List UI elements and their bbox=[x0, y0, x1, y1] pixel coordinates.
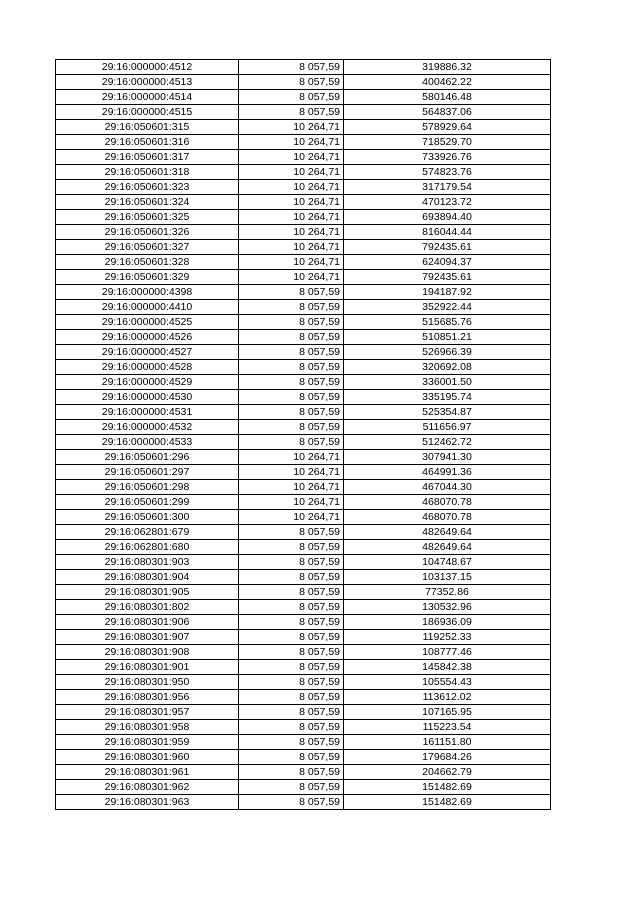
table-row bbox=[56, 795, 551, 810]
cadastral-number-cell: 29:16:050601:325 bbox=[56, 210, 239, 225]
cadastral-number-cell: 29:16:080301:961 bbox=[56, 765, 239, 780]
specific-value-cell: 8 057,59 bbox=[239, 645, 344, 660]
cadastral-value-cell: 526966.39 bbox=[344, 345, 551, 360]
table-row bbox=[56, 555, 551, 570]
cadastral-value-cell: 816044.44 bbox=[344, 225, 551, 240]
specific-value-cell: 8 057,59 bbox=[239, 735, 344, 750]
cadastral-value-cell: 578929.64 bbox=[344, 120, 551, 135]
table-row bbox=[56, 150, 551, 165]
cadastral-value-cell: 320692.08 bbox=[344, 360, 551, 375]
specific-value-cell: 8 057,59 bbox=[239, 765, 344, 780]
cadastral-number-cell: 29:16:062801:680 bbox=[56, 540, 239, 555]
specific-value-cell: 8 057,59 bbox=[239, 630, 344, 645]
specific-value-cell: 8 057,59 bbox=[239, 540, 344, 555]
cadastral-value-cell: 335195.74 bbox=[344, 390, 551, 405]
table-row bbox=[56, 600, 551, 615]
cadastral-value-cell: 77352.86 bbox=[344, 585, 551, 600]
cadastral-number-cell: 29:16:080301:904 bbox=[56, 570, 239, 585]
cadastral-number-cell: 29:16:000000:4533 bbox=[56, 435, 239, 450]
table-row bbox=[56, 105, 551, 120]
specific-value-cell: 10 264,71 bbox=[239, 120, 344, 135]
specific-value-cell: 8 057,59 bbox=[239, 405, 344, 420]
cadastral-value-cell: 119252.33 bbox=[344, 630, 551, 645]
table-row bbox=[56, 570, 551, 585]
cadastral-number-cell: 29:16:000000:4513 bbox=[56, 75, 239, 90]
cadastral-value-cell: 204662.79 bbox=[344, 765, 551, 780]
cadastral-value-cell: 186936.09 bbox=[344, 615, 551, 630]
table-row bbox=[56, 750, 551, 765]
table-row bbox=[56, 690, 551, 705]
cadastral-number-cell: 29:16:050601:297 bbox=[56, 465, 239, 480]
cadastral-value-cell: 151482.69 bbox=[344, 780, 551, 795]
specific-value-cell: 8 057,59 bbox=[239, 300, 344, 315]
table-row bbox=[56, 375, 551, 390]
table-row bbox=[56, 360, 551, 375]
table-row bbox=[56, 585, 551, 600]
cadastral-number-cell: 29:16:080301:906 bbox=[56, 615, 239, 630]
table-row bbox=[56, 525, 551, 540]
cadastral-value-cell: 352922.44 bbox=[344, 300, 551, 315]
table-row bbox=[56, 540, 551, 555]
cadastral-number-cell: 29:16:080301:962 bbox=[56, 780, 239, 795]
specific-value-cell: 8 057,59 bbox=[239, 690, 344, 705]
cadastral-number-cell: 29:16:080301:963 bbox=[56, 795, 239, 810]
cadastral-value-cell: 792435.61 bbox=[344, 240, 551, 255]
cadastral-value-cell: 792435.61 bbox=[344, 270, 551, 285]
specific-value-cell: 10 264,71 bbox=[239, 480, 344, 495]
specific-value-cell: 8 057,59 bbox=[239, 750, 344, 765]
table-body bbox=[56, 60, 551, 810]
table-row bbox=[56, 660, 551, 675]
table-row bbox=[56, 285, 551, 300]
table-row bbox=[56, 390, 551, 405]
specific-value-cell: 8 057,59 bbox=[239, 420, 344, 435]
cadastral-value-cell: 105554.43 bbox=[344, 675, 551, 690]
cadastral-number-cell: 29:16:080301:907 bbox=[56, 630, 239, 645]
table-row bbox=[56, 60, 551, 75]
cadastral-number-cell: 29:16:080301:901 bbox=[56, 660, 239, 675]
table-row bbox=[56, 330, 551, 345]
table-row bbox=[56, 180, 551, 195]
cadastral-value-cell: 145842.38 bbox=[344, 660, 551, 675]
table-row bbox=[56, 405, 551, 420]
specific-value-cell: 10 264,71 bbox=[239, 270, 344, 285]
table-row bbox=[56, 210, 551, 225]
cadastral-value-cell: 115223.54 bbox=[344, 720, 551, 735]
cadastral-value-cell: 336001.50 bbox=[344, 375, 551, 390]
specific-value-cell: 8 057,59 bbox=[239, 360, 344, 375]
specific-value-cell: 8 057,59 bbox=[239, 585, 344, 600]
specific-value-cell: 10 264,71 bbox=[239, 195, 344, 210]
table-row bbox=[56, 255, 551, 270]
cadastral-value-cell: 319886.32 bbox=[344, 60, 551, 75]
table-row bbox=[56, 420, 551, 435]
table-row bbox=[56, 75, 551, 90]
table-row bbox=[56, 90, 551, 105]
specific-value-cell: 10 264,71 bbox=[239, 450, 344, 465]
cadastral-number-cell: 29:16:080301:957 bbox=[56, 705, 239, 720]
cadastral-number-cell: 29:16:050601:323 bbox=[56, 180, 239, 195]
cadastral-value-cell: 194187.92 bbox=[344, 285, 551, 300]
cadastral-value-cell: 179684.26 bbox=[344, 750, 551, 765]
table-row bbox=[56, 315, 551, 330]
cadastral-value-cell: 512462.72 bbox=[344, 435, 551, 450]
cadastral-number-cell: 29:16:080301:802 bbox=[56, 600, 239, 615]
table-row bbox=[56, 240, 551, 255]
specific-value-cell: 8 057,59 bbox=[239, 60, 344, 75]
cadastral-value-cell: 510851.21 bbox=[344, 330, 551, 345]
cadastral-number-cell: 29:16:080301:908 bbox=[56, 645, 239, 660]
cadastral-value-cell: 511656.97 bbox=[344, 420, 551, 435]
cadastral-number-cell: 29:16:050601:315 bbox=[56, 120, 239, 135]
table-row bbox=[56, 720, 551, 735]
specific-value-cell: 8 057,59 bbox=[239, 435, 344, 450]
table-row bbox=[56, 345, 551, 360]
specific-value-cell: 8 057,59 bbox=[239, 315, 344, 330]
table-row bbox=[56, 735, 551, 750]
cadastral-number-cell: 29:16:000000:4515 bbox=[56, 105, 239, 120]
cadastral-value-cell: 564837.06 bbox=[344, 105, 551, 120]
specific-value-cell: 8 057,59 bbox=[239, 90, 344, 105]
cadastral-value-cell: 718529.70 bbox=[344, 135, 551, 150]
specific-value-cell: 8 057,59 bbox=[239, 285, 344, 300]
cadastral-value-cell: 515685.76 bbox=[344, 315, 551, 330]
cadastral-value-cell: 104748.67 bbox=[344, 555, 551, 570]
cadastral-value-cell: 733926.76 bbox=[344, 150, 551, 165]
cadastral-number-cell: 29:16:050601:300 bbox=[56, 510, 239, 525]
table-row bbox=[56, 630, 551, 645]
cadastral-value-cell: 161151.80 bbox=[344, 735, 551, 750]
specific-value-cell: 8 057,59 bbox=[239, 330, 344, 345]
specific-value-cell: 8 057,59 bbox=[239, 660, 344, 675]
cadastral-number-cell: 29:16:000000:4525 bbox=[56, 315, 239, 330]
cadastral-number-cell: 29:16:050601:328 bbox=[56, 255, 239, 270]
specific-value-cell: 8 057,59 bbox=[239, 570, 344, 585]
cadastral-number-cell: 29:16:062801:679 bbox=[56, 525, 239, 540]
cadastral-value-cell: 467044.30 bbox=[344, 480, 551, 495]
cadastral-value-cell: 482649.64 bbox=[344, 540, 551, 555]
table-row bbox=[56, 165, 551, 180]
cadastral-number-cell: 29:16:000000:4528 bbox=[56, 360, 239, 375]
specific-value-cell: 8 057,59 bbox=[239, 390, 344, 405]
cadastral-number-cell: 29:16:000000:4512 bbox=[56, 60, 239, 75]
cadastral-value-cell: 108777.46 bbox=[344, 645, 551, 660]
cadastral-value-cell: 693894.40 bbox=[344, 210, 551, 225]
specific-value-cell: 8 057,59 bbox=[239, 705, 344, 720]
specific-value-cell: 8 057,59 bbox=[239, 795, 344, 810]
cadastral-number-cell: 29:16:080301:956 bbox=[56, 690, 239, 705]
table-row bbox=[56, 615, 551, 630]
table-row bbox=[56, 705, 551, 720]
cadastral-value-cell: 470123.72 bbox=[344, 195, 551, 210]
cadastral-value-cell: 103137.15 bbox=[344, 570, 551, 585]
specific-value-cell: 8 057,59 bbox=[239, 105, 344, 120]
table-row bbox=[56, 780, 551, 795]
cadastral-number-cell: 29:16:000000:4526 bbox=[56, 330, 239, 345]
specific-value-cell: 10 264,71 bbox=[239, 165, 344, 180]
cadastral-number-cell: 29:16:050601:296 bbox=[56, 450, 239, 465]
table-row bbox=[56, 495, 551, 510]
specific-value-cell: 8 057,59 bbox=[239, 780, 344, 795]
specific-value-cell: 10 264,71 bbox=[239, 225, 344, 240]
cadastral-number-cell: 29:16:050601:317 bbox=[56, 150, 239, 165]
table-row bbox=[56, 480, 551, 495]
specific-value-cell: 10 264,71 bbox=[239, 465, 344, 480]
cadastral-value-cell: 525354.87 bbox=[344, 405, 551, 420]
cadastral-number-cell: 29:16:080301:905 bbox=[56, 585, 239, 600]
table-row bbox=[56, 300, 551, 315]
cadastral-number-cell: 29:16:050601:298 bbox=[56, 480, 239, 495]
cadastral-number-cell: 29:16:080301:903 bbox=[56, 555, 239, 570]
table-row bbox=[56, 450, 551, 465]
cadastral-number-cell: 29:16:000000:4527 bbox=[56, 345, 239, 360]
cadastral-number-cell: 29:16:050601:324 bbox=[56, 195, 239, 210]
specific-value-cell: 8 057,59 bbox=[239, 720, 344, 735]
specific-value-cell: 8 057,59 bbox=[239, 555, 344, 570]
cadastral-number-cell: 29:16:050601:326 bbox=[56, 225, 239, 240]
specific-value-cell: 8 057,59 bbox=[239, 525, 344, 540]
cadastral-number-cell: 29:16:080301:959 bbox=[56, 735, 239, 750]
cadastral-value-cell: 468070.78 bbox=[344, 510, 551, 525]
cadastral-value-cell: 574823.76 bbox=[344, 165, 551, 180]
specific-value-cell: 10 264,71 bbox=[239, 180, 344, 195]
specific-value-cell: 8 057,59 bbox=[239, 75, 344, 90]
cadastral-value-cell: 580146.48 bbox=[344, 90, 551, 105]
table-row bbox=[56, 120, 551, 135]
cadastral-number-cell: 29:16:050601:316 bbox=[56, 135, 239, 150]
table-row bbox=[56, 195, 551, 210]
cadastral-number-cell: 29:16:000000:4529 bbox=[56, 375, 239, 390]
specific-value-cell: 10 264,71 bbox=[239, 240, 344, 255]
cadastral-number-cell: 29:16:000000:4532 bbox=[56, 420, 239, 435]
cadastral-number-cell: 29:16:000000:4530 bbox=[56, 390, 239, 405]
specific-value-cell: 8 057,59 bbox=[239, 675, 344, 690]
table-row bbox=[56, 465, 551, 480]
cadastral-value-cell: 151482.69 bbox=[344, 795, 551, 810]
table-row bbox=[56, 270, 551, 285]
cadastral-value-cell: 130532.96 bbox=[344, 600, 551, 615]
table-row bbox=[56, 435, 551, 450]
specific-value-cell: 10 264,71 bbox=[239, 210, 344, 225]
cadastral-number-cell: 29:16:000000:4531 bbox=[56, 405, 239, 420]
specific-value-cell: 10 264,71 bbox=[239, 150, 344, 165]
cadastral-value-cell: 317179.54 bbox=[344, 180, 551, 195]
cadastral-number-cell: 29:16:080301:960 bbox=[56, 750, 239, 765]
cadastral-number-cell: 29:16:080301:958 bbox=[56, 720, 239, 735]
cadastral-value-table bbox=[55, 59, 551, 810]
cadastral-number-cell: 29:16:000000:4514 bbox=[56, 90, 239, 105]
cadastral-value-cell: 624094.37 bbox=[344, 255, 551, 270]
cadastral-value-cell: 400462.22 bbox=[344, 75, 551, 90]
specific-value-cell: 8 057,59 bbox=[239, 600, 344, 615]
table-row bbox=[56, 645, 551, 660]
specific-value-cell: 10 264,71 bbox=[239, 255, 344, 270]
cadastral-number-cell: 29:16:080301:950 bbox=[56, 675, 239, 690]
cadastral-number-cell: 29:16:000000:4410 bbox=[56, 300, 239, 315]
cadastral-number-cell: 29:16:050601:318 bbox=[56, 165, 239, 180]
cadastral-value-cell: 113612.02 bbox=[344, 690, 551, 705]
table-row bbox=[56, 675, 551, 690]
table-row bbox=[56, 225, 551, 240]
specific-value-cell: 10 264,71 bbox=[239, 495, 344, 510]
specific-value-cell: 10 264,71 bbox=[239, 135, 344, 150]
cadastral-value-cell: 307941.30 bbox=[344, 450, 551, 465]
cadastral-number-cell: 29:16:050601:299 bbox=[56, 495, 239, 510]
cadastral-number-cell: 29:16:050601:329 bbox=[56, 270, 239, 285]
specific-value-cell: 8 057,59 bbox=[239, 615, 344, 630]
specific-value-cell: 8 057,59 bbox=[239, 375, 344, 390]
cadastral-number-cell: 29:16:000000:4398 bbox=[56, 285, 239, 300]
cadastral-value-cell: 107165.95 bbox=[344, 705, 551, 720]
specific-value-cell: 8 057,59 bbox=[239, 345, 344, 360]
cadastral-number-cell: 29:16:050601:327 bbox=[56, 240, 239, 255]
specific-value-cell: 10 264,71 bbox=[239, 510, 344, 525]
table-row bbox=[56, 135, 551, 150]
table-row bbox=[56, 765, 551, 780]
cadastral-value-cell: 468070.78 bbox=[344, 495, 551, 510]
table-row bbox=[56, 510, 551, 525]
cadastral-value-cell: 482649.64 bbox=[344, 525, 551, 540]
cadastral-value-cell: 464991.36 bbox=[344, 465, 551, 480]
